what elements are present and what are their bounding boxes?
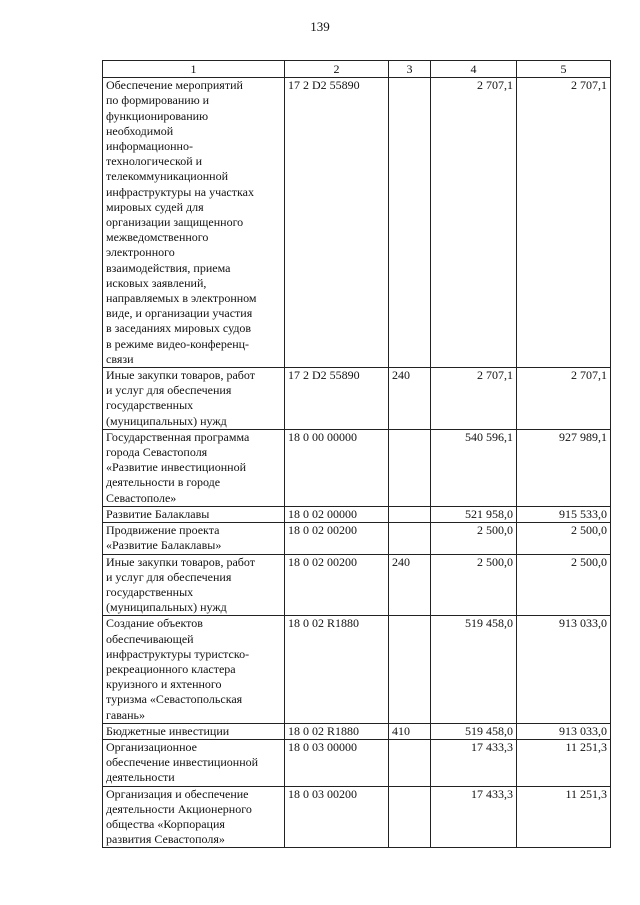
row-name-line: технологической и <box>106 154 203 169</box>
row-name-line: Обеспечение мероприятий <box>106 78 243 93</box>
table-row <box>103 786 611 848</box>
row-name-line: круизного и яхтенного <box>106 677 222 692</box>
row-name-line: инфраструктуры на участках <box>106 184 254 199</box>
column-header-amount-first: 4 <box>431 61 517 78</box>
row-name-line: функционированию <box>106 108 209 123</box>
row-expense-type-cell <box>389 506 431 522</box>
row-amount-second-cell: 927 989,1 <box>517 429 611 506</box>
row-code-cell: 18 0 02 00000 <box>285 506 389 522</box>
row-name-line: взаимодействия, приема <box>106 260 231 275</box>
row-amount-first-cell: 17 433,3 <box>431 786 517 848</box>
row-code-cell: 18 0 02 R1880 <box>285 616 389 723</box>
table-row <box>103 506 611 522</box>
row-name-line: рекреационного кластера <box>106 661 236 676</box>
row-code-cell: 18 0 00 00000 <box>285 429 389 506</box>
row-name-cell <box>103 523 285 554</box>
row-expense-type-cell <box>389 616 431 723</box>
row-name-cell <box>103 739 285 786</box>
row-name-line: Государственная программа <box>106 429 250 444</box>
row-name-line: (муниципальных) нужд <box>106 413 227 428</box>
row-name-cell <box>103 368 285 430</box>
page-number: 139 <box>310 19 330 34</box>
row-code-cell: 18 0 02 00200 <box>285 554 389 616</box>
row-name-line: телекоммуникационной <box>106 169 228 184</box>
row-amount-first-cell: 2 500,0 <box>431 554 517 616</box>
row-name-line: обеспечение инвестиционной <box>106 755 259 770</box>
row-expense-type-cell: 410 <box>389 723 431 739</box>
row-name-line: организации защищенного <box>106 215 244 230</box>
row-name-line: Иные закупки товаров, работ <box>106 554 255 569</box>
row-amount-second-cell: 2 500,0 <box>517 523 611 554</box>
row-amount-first-cell: 521 958,0 <box>431 506 517 522</box>
row-name-line: общества «Корпорация <box>106 816 225 831</box>
table-row <box>103 523 611 554</box>
budget-table <box>102 60 611 848</box>
row-name-cell <box>103 78 285 368</box>
row-name-line: развития Севастополя» <box>106 832 225 847</box>
table-row <box>103 616 611 723</box>
row-name-line: государственных <box>106 398 194 413</box>
row-amount-second-cell: 2 707,1 <box>517 368 611 430</box>
row-name-line: исковых заявлений, <box>106 275 207 290</box>
row-name-line: электронного <box>106 245 175 260</box>
row-name-line: межведомственного <box>106 230 209 245</box>
row-amount-second-cell: 913 033,0 <box>517 616 611 723</box>
column-header-code: 2 <box>285 61 389 78</box>
row-name-line: связи <box>106 351 134 366</box>
row-code-cell: 18 0 02 R1880 <box>285 723 389 739</box>
row-name-cell <box>103 554 285 616</box>
row-name-line: информационно- <box>106 139 193 154</box>
row-name-line: гавань» <box>106 707 145 722</box>
row-name-cell <box>103 429 285 506</box>
row-name-line: виде, и организации участия <box>106 306 253 321</box>
row-name-line: мировых судей для <box>106 199 204 214</box>
row-expense-type-cell <box>389 78 431 368</box>
row-name-cell <box>103 616 285 723</box>
row-expense-type-cell <box>389 786 431 848</box>
column-header-expense-type: 3 <box>389 61 431 78</box>
table-row <box>103 554 611 616</box>
row-amount-second-cell: 913 033,0 <box>517 723 611 739</box>
table-row <box>103 78 611 368</box>
row-expense-type-cell <box>389 739 431 786</box>
table-row <box>103 739 611 786</box>
row-code-cell: 18 0 02 00200 <box>285 523 389 554</box>
row-expense-type-cell <box>389 429 431 506</box>
table-row <box>103 429 611 506</box>
row-name-line: деятельности Акционерного <box>106 801 252 816</box>
row-amount-second-cell: 2 707,1 <box>517 78 611 368</box>
row-amount-second-cell: 2 500,0 <box>517 554 611 616</box>
table-row <box>103 368 611 430</box>
table-header-row <box>103 61 611 78</box>
row-name-line: «Развитие Балаклавы» <box>106 538 222 553</box>
row-name-line: Организационное <box>106 739 197 754</box>
table-body <box>103 78 611 848</box>
row-name-line: города Севастополя <box>106 445 208 460</box>
row-name-line: (муниципальных) нужд <box>106 600 227 615</box>
row-expense-type-cell <box>389 523 431 554</box>
row-code-cell: 18 0 03 00200 <box>285 786 389 848</box>
column-header-amount-second: 5 <box>517 61 611 78</box>
row-name-line: «Развитие инвестиционной <box>106 460 246 475</box>
row-amount-first-cell: 2 500,0 <box>431 523 517 554</box>
row-amount-second-cell: 11 251,3 <box>517 739 611 786</box>
row-name-line: в режиме видео-конференц- <box>106 336 250 351</box>
row-amount-first-cell: 519 458,0 <box>431 723 517 739</box>
row-name-line: по формированию и <box>106 93 210 108</box>
row-name-line: и услуг для обеспечения <box>106 383 232 398</box>
row-name-line: туризма «Севастопольская <box>106 692 243 707</box>
column-header-name: 1 <box>103 61 285 78</box>
row-name-line: в заседаниях мировых судов <box>106 321 252 336</box>
row-name-line: Иные закупки товаров, работ <box>106 368 255 383</box>
row-name-line: Севастополе» <box>106 490 177 505</box>
row-name-line: инфраструктуры туристско- <box>106 646 250 661</box>
row-name-line: Развитие Балаклавы <box>106 506 210 521</box>
row-amount-first-cell: 2 707,1 <box>431 78 517 368</box>
row-amount-first-cell: 17 433,3 <box>431 739 517 786</box>
row-amount-first-cell: 540 596,1 <box>431 429 517 506</box>
row-name-line: Организация и обеспечение <box>106 786 249 801</box>
row-amount-first-cell: 2 707,1 <box>431 368 517 430</box>
row-code-cell: 17 2 D2 55890 <box>285 78 389 368</box>
row-code-cell: 18 0 03 00000 <box>285 739 389 786</box>
row-name-line: деятельности в городе <box>106 475 221 490</box>
row-amount-second-cell: 915 533,0 <box>517 506 611 522</box>
row-amount-second-cell: 11 251,3 <box>517 786 611 848</box>
row-name-line: направляемых в электронном <box>106 291 257 306</box>
row-amount-first-cell: 519 458,0 <box>431 616 517 723</box>
row-name-line: Бюджетные инвестиции <box>106 723 230 738</box>
row-code-cell: 17 2 D2 55890 <box>285 368 389 430</box>
row-name-cell <box>103 723 285 739</box>
table-row <box>103 723 611 739</box>
row-name-line: Продвижение проекта <box>106 523 220 538</box>
row-name-cell <box>103 786 285 848</box>
row-name-line: деятельности <box>106 770 175 785</box>
row-name-cell <box>103 506 285 522</box>
row-name-line: государственных <box>106 584 194 599</box>
row-name-line: необходимой <box>106 123 174 138</box>
row-expense-type-cell: 240 <box>389 368 431 430</box>
row-name-line: и услуг для обеспечения <box>106 569 232 584</box>
row-name-line: Создание объектов <box>106 616 203 631</box>
row-expense-type-cell: 240 <box>389 554 431 616</box>
row-name-line: обеспечивающей <box>106 631 194 646</box>
